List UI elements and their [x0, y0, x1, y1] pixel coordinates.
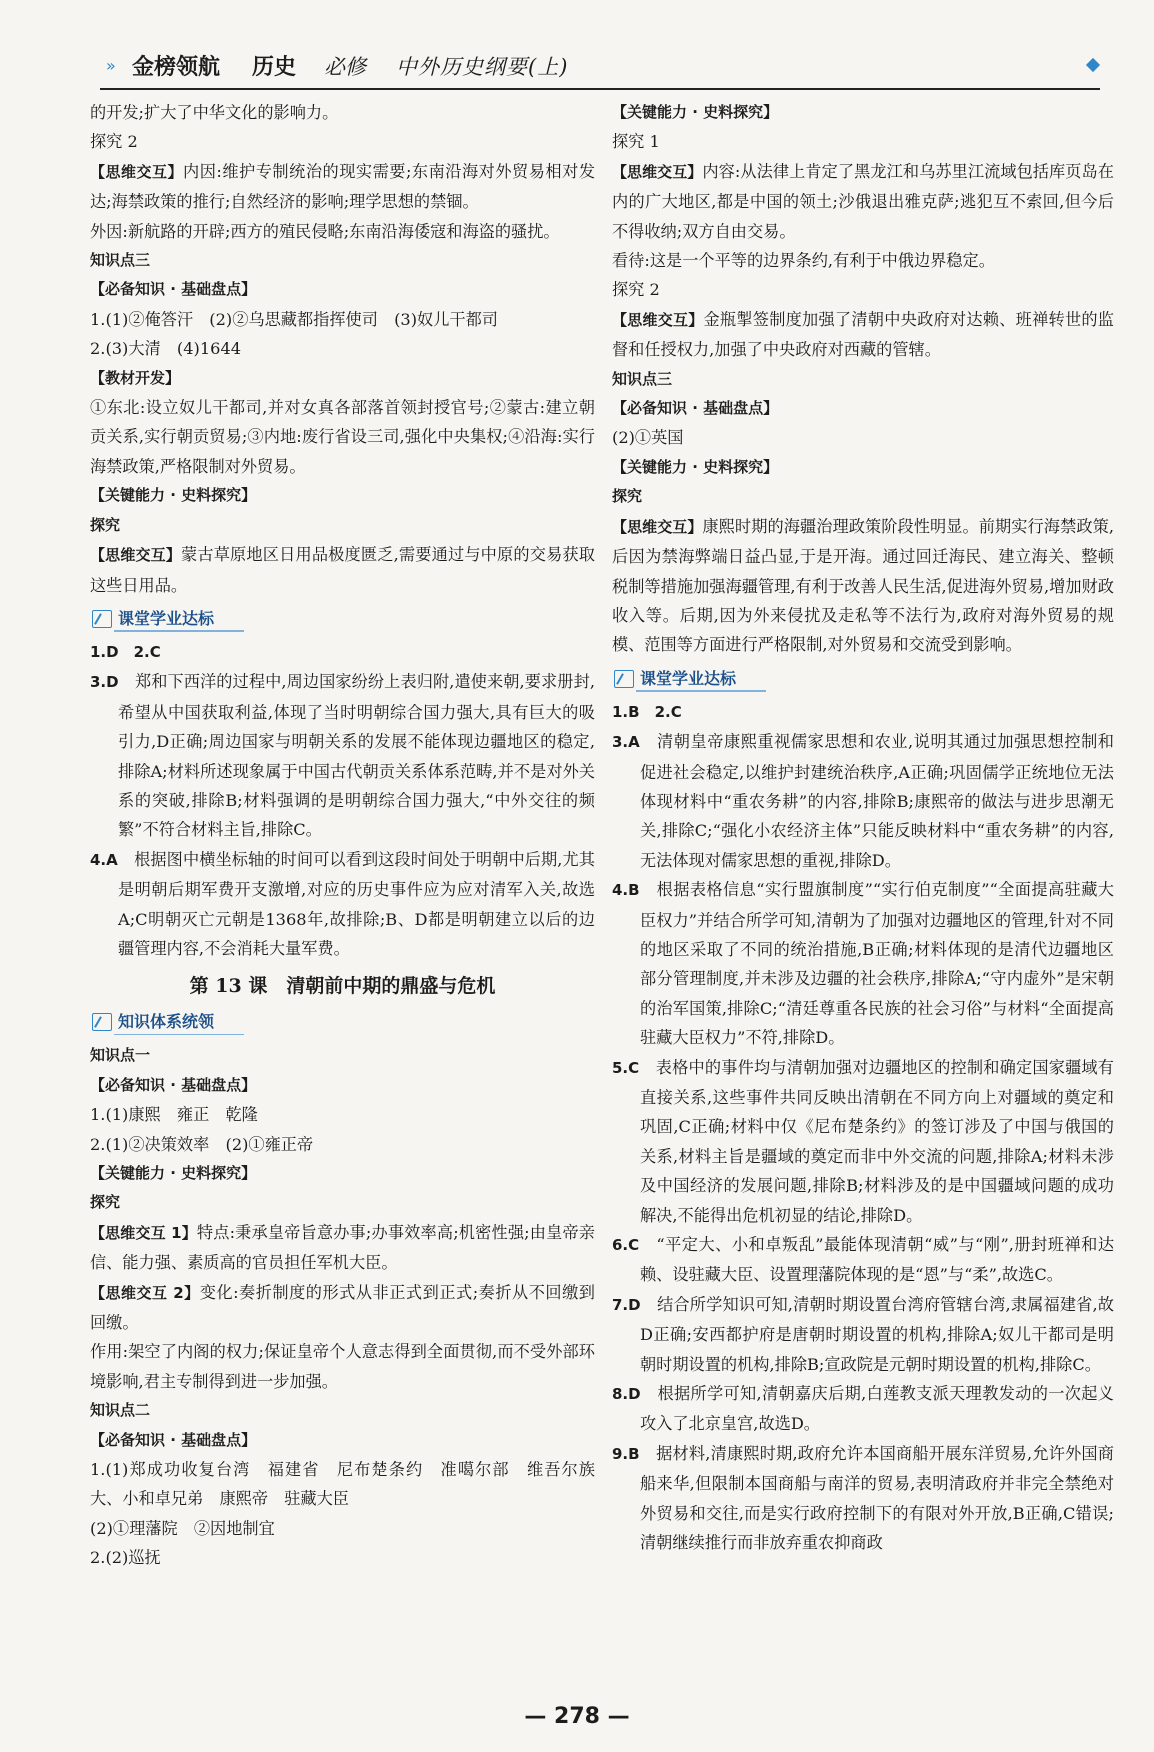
- right-paragraph: 知识点三: [612, 369, 673, 388]
- double-chevron-icon: »: [106, 56, 113, 75]
- right-paragraph: 探究: [612, 487, 643, 506]
- right-paragraph: 【思维交互】内容:从法律上肯定了黑龙江和乌苏里江流域包括库页岛在内的广大地区,都是中国的领土;沙俄退出雅克萨;逃犯互不索回,但今后不得收纳;双方自由交易。: [612, 161, 1114, 241]
- right-paragraph: 7.D 结合所学知识可知,清朝时期设置台湾府管辖台湾,隶属福建省,故D正确;安西都护府是唐朝时期设置的机构,排除A;奴儿干都司是明朝时期设置的机构,排除B;宣政院是元朝时期设置的机构,排除C。: [612, 1294, 1114, 1374]
- right-paragraph: 【关键能力 · 史料探究】: [612, 457, 779, 476]
- right-paragraph: 6.C “平定大、小和卓叛乱”最能体现清朝“威”与“刚”,册封班禅和达赖、设驻藏大臣、设置理藩院体现的是“恩”与“柔”,故选C。: [612, 1235, 1114, 1285]
- left-paragraph: 知识点一: [90, 1046, 151, 1065]
- right-paragraph: 【关键能力 · 史料探究】: [612, 103, 779, 121]
- section-heading: [90, 604, 595, 634]
- left-paragraph: 【思维交互】蒙古草原地区日用品极度匮乏,需要通过与中原的交易获取这些日用品。: [90, 545, 595, 595]
- right-paragraph: 【思维交互】金瓶掣签制度加强了清朝中央政府对达赖、班禅转世的监督和任授权力,加强了中央政府对西藏的管辖。: [612, 309, 1114, 360]
- section-heading: [612, 664, 1114, 694]
- right-paragraph: (2)①英国: [612, 428, 684, 448]
- left-paragraph: 1.(1)郑成功收复台湾 福建省 尼布楚条约 准噶尔部 维吾尔族大、小和卓兄弟 康熙帝 驻藏大臣: [90, 1460, 595, 1509]
- left-paragraph: 【必备知识 · 基础盘点】: [90, 280, 257, 299]
- left-paragraph: 知识点二: [90, 1401, 151, 1420]
- left-paragraph: 1.(1)②俺答汗 (2)②乌思藏都指挥使司 (3)奴儿干都司: [90, 309, 498, 329]
- left-paragraph: 探究: [90, 1193, 121, 1212]
- right-paragraph: 【必备知识 · 基础盘点】: [612, 399, 779, 418]
- left-paragraph: 4.A 根据图中横坐标轴的时间可以看到这段时间处于明朝中后期,尤其是明朝后期军费开支激增,对应的历史事件应为应对清军入关,故选A;C明朝灭亡元朝是1368年,故排除;B、D都是明朝建立以后的边疆管理内容,不会消耗大量军费。: [90, 849, 595, 958]
- left-paragraph: 外因:新航路的开辟;西方的殖民侵略;东南沿海倭寇和海盗的骚扰。: [90, 221, 560, 241]
- section-heading-text: 课堂学业达标: [118, 608, 215, 628]
- left-paragraph: 【思维交互 1】特点:秉承皇帝旨意办事;办事效率高;机密性强;由皇帝亲信、能力强、素质高的官员担任军机大臣。: [90, 1222, 595, 1273]
- left-paragraph: 2.(1)②决策效率 (2)①雍正帝: [90, 1134, 314, 1154]
- running-header: [100, 48, 1100, 84]
- left-paragraph: 【思维交互】内因:维护专制统治的现实需要;东南沿海对外贸易相对发达;海禁政策的推行;自然经济的影响;理学思想的禁锢。: [90, 161, 596, 212]
- subject-label: 历史: [252, 55, 297, 80]
- section-heading-text: 知识体系统领: [118, 1012, 215, 1032]
- right-paragraph: 探究 2: [612, 280, 660, 300]
- page-number: — 278 —: [524, 1704, 630, 1729]
- left-paragraph: (2)①理藩院 ②因地制宜: [90, 1518, 275, 1538]
- left-paragraph: 探究: [90, 515, 121, 534]
- right-column: [612, 98, 1114, 1558]
- right-paragraph: 探究 1: [612, 132, 660, 152]
- left-paragraph: 【必备知识 · 基础盘点】: [90, 1430, 257, 1449]
- section-heading: [90, 1007, 595, 1037]
- right-paragraph: 5.C 表格中的事件均与清朝加强对边疆地区的控制和确定国家疆域有直接关系,这些事件共同反映出清朝在不同方向上对疆域的奠定和巩固,C正确;材料中仅《尼布楚条约》的签订涉及了中国与俄国的关系,材料主旨是疆域的奠定而非中外交流的问题,排除A;材料未涉及中国经济的发展问题,排除B;材料涉及的是中国疆域问题的成功解决,不能得出危机初显的结论,排除D。: [612, 1057, 1114, 1225]
- left-paragraph: 【思维交互 2】变化:奏折制度的形式从非正式到正式;奏折从不回缴到回缴。: [90, 1282, 595, 1333]
- diamond-icon: [1086, 58, 1100, 72]
- left-paragraph: 的开发;扩大了中华文化的影响力。: [90, 103, 339, 122]
- right-paragraph: 9.B 据材料,清康熙时期,政府允许本国商船开展东洋贸易,允许外国商船来华,但限制本国商船与南洋的贸易,表明清政府并非完全禁绝对外贸易和交往,而是实行政府控制下的有限对外开放,B正确,C错误;清朝继续推行而非放弃重农抑商政: [612, 1443, 1114, 1553]
- left-paragraph: 探究 2: [90, 132, 138, 152]
- book-title: 中外历史纲要(上): [396, 55, 569, 79]
- right-paragraph: 1.B 2.C: [612, 702, 682, 721]
- right-paragraph: 【思维交互】康熙时期的海疆治理政策阶段性明显。前期实行海禁政策,后因为禁海弊端日益凸显,于是开海。通过回迁海民、建立海关、整顿税制等措施加强海疆管理,有利于改善人民生活,促进海外贸易,增加财政收入等。后期,因为外来侵扰及走私等不法行为,政府对海外贸易的规模、范围等方面进行严格限制,对外贸易和交流受到影响。: [612, 516, 1114, 655]
- left-column: [90, 98, 595, 1573]
- right-paragraph: 3.A 清朝皇帝康熙重视儒家思想和农业,说明其通过加强思想控制和促进社会稳定,以维护封建统治秩序,A正确;巩固儒学正统地位无法体现材料中“重农务耕”的内容,排除B;康熙帝的做法与进步思潮无关,排除C;“强化小农经济主体”只能反映材料中“重农务耕”的内容,无法体现对儒家思想的重视,排除D。: [612, 732, 1114, 870]
- left-paragraph: 2.(3)大清 (4)1644: [90, 339, 242, 359]
- left-paragraph: 3.D 郑和下西洋的过程中,周边国家纷纷上表归附,遣使来朝,要求册封,希望从中国获取利益,体现了当时明朝综合国力强大,具有巨大的吸引力,D正确;周边国家与明朝关系的发展不能体现边疆地区的稳定,排除A;材料所述现象属于中国古代朝贡关系体系范畴,并不是对外关系的突破,排除B;材料强调的是明朝综合国力强大,“中外交往的频繁”不符合材料主旨,排除C。: [90, 672, 595, 840]
- left-paragraph: ①东北:设立奴儿干都司,并对女真各部落首领封授官号;②蒙古:建立朝贡关系,实行朝贡贸易;③内地:废行省设三司,强化中央集权;④沿海:实行海禁政策,严格限制对外贸易。: [90, 398, 595, 476]
- left-paragraph: 作用:架空了内阁的权力;保证皇帝个人意志得到全面贯彻,而不受外部环境影响,君主专制得到进一步加强。: [90, 1342, 595, 1391]
- lesson-title: 第 13 课 清朝前中期的鼎盛与危机: [189, 975, 496, 998]
- pencil-note-icon: [614, 670, 634, 688]
- right-paragraph: 4.B 根据表格信息“实行盟旗制度”“实行伯克制度”“全面提高驻藏大臣权力”并结合所学可知,清朝为了加强对边疆地区的管理,针对不同的地区采取了不同的统治措施,B正确;材料体现的是清代边疆地区部分管理制度,并未涉及边疆的社会秩序,排除A;“守内虚外”是宋朝的治军国策,排除C;“清廷尊重各民族的社会习俗”与材料“全面提高驻藏大臣权力”不符,排除D。: [612, 880, 1114, 1048]
- left-paragraph: 知识点三: [90, 251, 151, 270]
- left-paragraph: 【必备知识 · 基础盘点】: [90, 1075, 257, 1094]
- section-heading-text: 课堂学业达标: [640, 668, 737, 688]
- left-paragraph: 【关键能力 · 史料探究】: [90, 1164, 257, 1182]
- left-paragraph: 1.(1)康熙 雍正 乾隆: [90, 1105, 258, 1125]
- left-paragraph: 1.D 2.C: [90, 642, 161, 661]
- pencil-note-icon: [92, 610, 112, 628]
- right-paragraph: 8.D 根据所学可知,清朝嘉庆后期,白莲教支派天理教发动的一次起义攻入了北京皇宫,故选D。: [612, 1384, 1114, 1434]
- left-paragraph: 【教材开发】: [90, 368, 181, 387]
- right-paragraph: 看待:这是一个平等的边界条约,有利于中俄边界稳定。: [612, 251, 995, 271]
- header-divider: [100, 88, 1100, 90]
- left-paragraph: 2.(2)巡抚: [90, 1548, 161, 1568]
- course-type: 必修: [324, 55, 366, 79]
- brand-name: 金榜领航: [132, 55, 221, 80]
- left-paragraph: 【关键能力 · 史料探究】: [90, 486, 257, 505]
- pencil-note-icon: [92, 1013, 112, 1031]
